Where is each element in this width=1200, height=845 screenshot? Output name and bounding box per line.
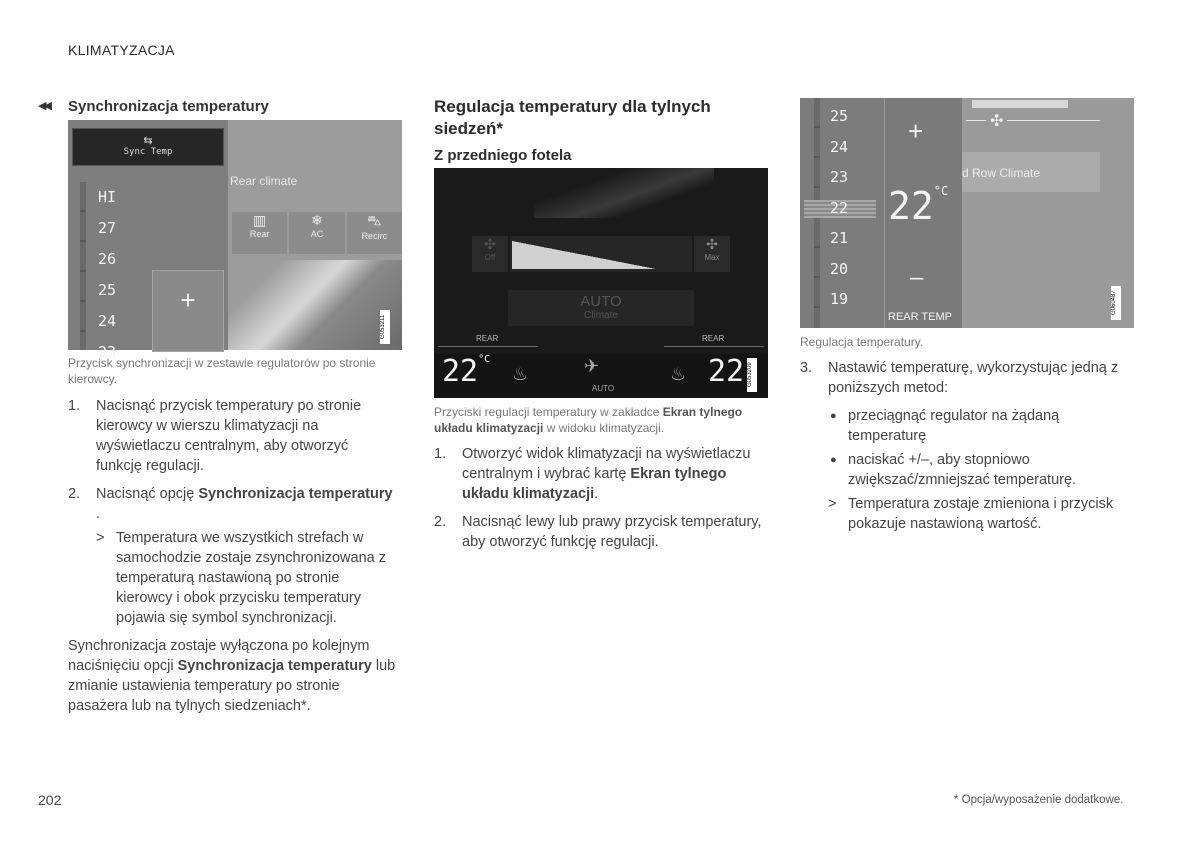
bullet-1: [828, 406, 1135, 446]
subheading-front: Z przedniego fotela: [434, 147, 572, 164]
bullet-marker: ●: [830, 410, 837, 422]
rear-label: Rear: [249, 229, 270, 239]
temp-22[interactable]: 22: [830, 198, 849, 217]
climate-label: Climate: [584, 310, 618, 321]
minus-button[interactable]: –: [910, 264, 924, 291]
result-marker: >: [828, 496, 837, 512]
step-2: [68, 484, 398, 524]
step-1: [68, 396, 398, 476]
car-recirc-icon: ⛍: [367, 212, 382, 228]
result-3: [828, 494, 1135, 534]
step-number: 3.: [800, 360, 813, 376]
caption-3: Regulacja temperatury.: [800, 335, 924, 349]
temp-unit: °C: [478, 354, 491, 365]
fan-level-bar[interactable]: [972, 100, 1068, 108]
note-text-end: lub zmianie ustawienia temperatury po stronie pasażera lub na tylnych siedzeniach*.: [68, 658, 396, 714]
sync-temp-figure: [68, 120, 402, 361]
bullet-marker: ●: [830, 454, 837, 466]
seat-heat-right-icon[interactable]: ♨: [670, 364, 687, 384]
temp-scale[interactable]: [98, 182, 116, 368]
step-bold: Ekran tylnego układu klimatyzacji: [462, 466, 727, 502]
sync-temp-button[interactable]: [72, 128, 224, 166]
temp-25[interactable]: 25: [830, 107, 849, 125]
current-temp: [888, 184, 948, 228]
temp-unit: °C: [933, 184, 949, 198]
fan-max-button[interactable]: [694, 236, 730, 272]
result-marker: >: [96, 530, 105, 546]
caption-bold: Ekran tylnego układu klimatyzacji: [434, 405, 743, 435]
sync-option-link: Synchronizacja temperatury: [198, 486, 393, 502]
sync-temp-label: Sync Temp: [123, 147, 173, 157]
result-1: [96, 528, 398, 628]
bullet-2: [828, 450, 1135, 490]
rear-right-label: REAR: [702, 334, 725, 343]
step-number: 1.: [434, 446, 447, 462]
seat-illustration: [228, 260, 402, 350]
temp-23[interactable]: 23: [830, 168, 849, 186]
step-1: [434, 444, 764, 504]
temp-right-value: 22: [708, 354, 745, 389]
rear-temp-label: REAR TEMP: [888, 311, 952, 323]
step-text-end: .: [594, 486, 599, 502]
step-number: 2.: [434, 514, 447, 530]
temp-24[interactable]: 24: [98, 312, 117, 330]
heading-rear-temp: Regulacja temperatury dla tylnych siedzeń*: [434, 97, 711, 138]
fan-icon: ✣: [986, 111, 1007, 131]
temp-left-value: 22: [442, 354, 479, 389]
row-climate-button[interactable]: [962, 152, 1100, 192]
auto-label: AUTO: [580, 293, 622, 310]
temp-hi[interactable]: HI: [98, 188, 117, 206]
footnote: * Opcja/wyposażenie dodatkowe.: [954, 794, 1124, 806]
bullet-text: naciskać +/–, aby stopniowo zwiększać/zmniejszać temperaturę.: [848, 452, 1077, 488]
bullet-text: przeciągnąć regulator na żądaną temperaturę: [848, 408, 1060, 444]
rear-defrost-button[interactable]: [232, 212, 287, 254]
temp-20[interactable]: 20: [830, 259, 849, 278]
fan-off-button[interactable]: [472, 236, 508, 272]
current-temp-value: 22: [888, 184, 934, 228]
result-text: Temperatura zostaje zmieniona i przycisk pokazuje nastawioną wartość.: [848, 496, 1114, 532]
recirc-label: Recirc: [361, 231, 388, 241]
heading-sync: Synchronizacja temperatury: [68, 98, 269, 115]
step-text: Nacisnąć lewy lub prawy przycisk temperatury, aby otworzyć funkcję regulacji.: [462, 514, 762, 550]
recirc-button[interactable]: [347, 212, 402, 254]
col1-body: [68, 396, 398, 716]
temp-scale[interactable]: [830, 101, 848, 315]
note-1: [68, 636, 398, 716]
caption-text: Przyciski regulacji temperatury w zakładce: [434, 405, 663, 419]
step-2: [434, 512, 764, 552]
fan-icon: ✣: [706, 236, 718, 252]
rear-defrost-icon: ▥: [253, 212, 267, 228]
plus-icon: +: [180, 285, 196, 315]
temp-27[interactable]: 27: [98, 219, 117, 237]
double-left-arrow-icon[interactable]: ◀◀: [38, 100, 49, 112]
note-bold: Synchronizacja temperatury: [177, 658, 372, 674]
snowflake-icon: ❄: [311, 212, 323, 228]
auto-climate-button[interactable]: [508, 290, 694, 326]
rear-climate-screen-figure: [434, 168, 768, 398]
step-text-end: .: [96, 506, 101, 522]
car-silhouette: [534, 168, 714, 218]
result-text: Temperatura we wszystkich strefach w samochodzie zostaje zsynchronizowana z temperaturą nastawioną po stronie kierowcy i obok przycisku temperatury pojawia się symbol synchronizacji.: [116, 530, 386, 626]
rear-climate-label: Rear climate: [230, 174, 298, 188]
temp-19[interactable]: 19: [830, 290, 849, 308]
step-text: Nacisnąć opcję: [96, 486, 199, 502]
sync-icon: ⇆: [143, 135, 153, 147]
temp-24[interactable]: 24: [830, 137, 849, 156]
temp-adjust-figure: [800, 98, 1134, 328]
figure-code: G053211: [380, 310, 390, 344]
fan-icon: ✣: [484, 236, 496, 252]
step-number: 2.: [68, 486, 81, 502]
rear-left-label: REAR: [476, 334, 499, 343]
step-text: Nastawić temperaturę, wykorzystując jedną z poniższych metod:: [828, 360, 1119, 396]
plus-button[interactable]: [152, 270, 224, 352]
temp-25[interactable]: 25: [98, 281, 117, 299]
caption-2: [434, 404, 754, 436]
rear-left-temp-button[interactable]: [442, 354, 490, 389]
fan-bar[interactable]: [472, 236, 730, 272]
step-3: [800, 358, 1135, 398]
section-title: KLIMATYZACJA: [68, 42, 175, 58]
temp-23[interactable]: 23: [98, 343, 117, 361]
step-number: 1.: [68, 398, 81, 414]
rear-right-temp-button[interactable]: [708, 354, 744, 389]
step-text: Nacisnąć przycisk temperatury po stronie kierowcy w wierszu klimatyzacji na wyświetlaczu centralnym, aby otworzyć funkcję regulacji.: [96, 398, 362, 474]
seat-airflow-icon[interactable]: ✈: [584, 356, 600, 376]
ac-label: AC: [310, 229, 324, 239]
caption-1: Przycisk synchronizacji w zestawie regulatorów po stronie kierowcy.: [68, 356, 376, 386]
fan-max-label: Max: [704, 253, 720, 262]
note-text: Synchronizacja zostaje wyłączona po kolejnym naciśnięciu opcji: [68, 638, 370, 674]
figure-code: G060487: [1111, 286, 1121, 320]
page-number: 202: [38, 792, 62, 808]
temp-26[interactable]: 26: [98, 250, 117, 268]
auto-small-label: AUTO: [592, 384, 615, 393]
caption-text-end: w widoku klimatyzacji.: [543, 421, 665, 435]
ac-button[interactable]: [289, 212, 344, 254]
plus-button[interactable]: +: [908, 116, 924, 146]
col3-body: [800, 358, 1135, 534]
figure-code: G053209: [747, 358, 757, 392]
col2-body: [434, 444, 764, 552]
fan-level-slider[interactable]: [510, 236, 692, 272]
step-text: Otworzyć widok klimatyzacji na wyświetlaczu centralnym i wybrać kartę: [462, 446, 751, 482]
seat-heat-left-icon[interactable]: ♨: [512, 364, 529, 384]
fan-off-label: Off: [484, 253, 496, 262]
row-climate-label: d Row Climate: [962, 166, 1041, 180]
temp-21[interactable]: 21: [830, 229, 849, 247]
